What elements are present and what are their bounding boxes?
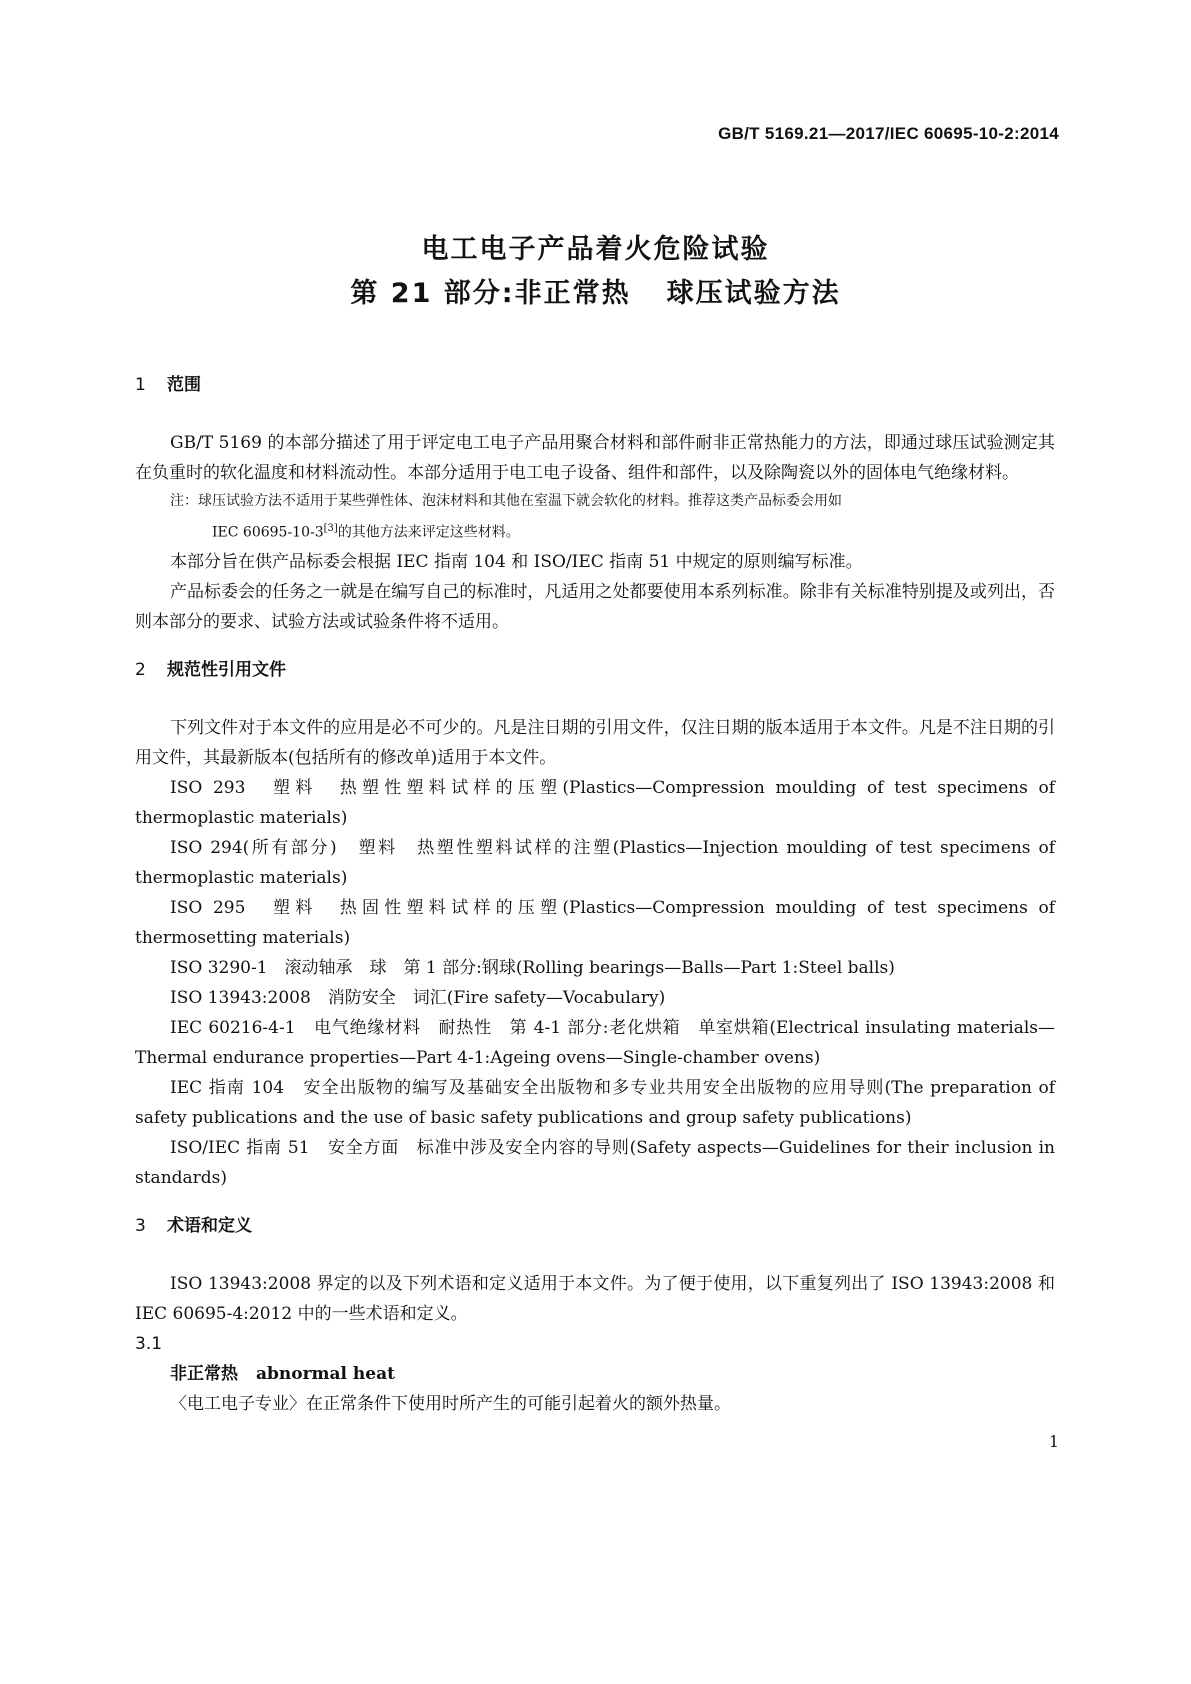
section-number: 2	[135, 659, 146, 680]
section-title: 规范性引用文件	[167, 659, 286, 680]
note-text-1: 球压试验方法不适用于某些弹性体、泡沫材料和其他在室温下就会软化的材料。推荐这类产品标委会用如	[198, 493, 842, 509]
term-chinese: 非正常热	[170, 1363, 238, 1384]
reference-item: ISO 13943:2008 消防安全 词汇(Fire safety—Vocabulary)	[170, 987, 666, 1008]
references-intro: 下列文件对于本文件的应用是必不可少的。凡是注日期的引用文件，仅注日期的版本适用于本文件。凡是不注日期的引用文件，其最新版本(包括所有的修改单)适用于本文件。	[135, 717, 1055, 768]
section-title: 术语和定义	[167, 1215, 252, 1236]
section-number: 1	[135, 375, 146, 395]
title-method: 球压试验方法	[666, 278, 841, 309]
standard-code-header: GB/T 5169.21—2017/IEC 60695-10-2:2014	[718, 124, 1059, 143]
reference-item: IEC 60216-4-1 电气绝缘材料 耐热性 第 4-1 部分:老化烘箱 单室烘箱(Electrical insulating materials—Thermal endurance properties—Part 4-1:Ageing ovens—Single-chamber ovens)	[135, 1017, 1055, 1068]
title-line-2	[0, 272, 1191, 316]
section-2-heading	[135, 655, 1055, 685]
term-english: abnormal heat	[256, 1363, 395, 1384]
title-line-1: 电工电子产品着火危险试验	[421, 234, 770, 265]
scope-note	[135, 488, 1055, 547]
document-title	[0, 228, 1191, 316]
page-number: 1	[1048, 1432, 1059, 1451]
note-text-2a: IEC 60695-10-3	[212, 524, 324, 541]
reference-item: ISO/IEC 指南 51 安全方面 标准中涉及安全内容的导则(Safety aspects—Guidelines for their inclusion in standards)	[135, 1137, 1055, 1188]
section-1-heading	[135, 370, 1055, 400]
scope-paragraph-3: 产品标委会的任务之一就是在编写自己的标准时，凡适用之处都要使用本系列标准。除非有关标准特别提及或列出，否则本部分的要求、试验方法或试验条件将不适用。	[135, 581, 1055, 632]
terms-intro: ISO 13943:2008 界定的以及下列术语和定义适用于本文件。为了便于使用，以下重复列出了 ISO 13943:2008 和 IEC 60695-4:2012 中的一些术语和定义。	[135, 1273, 1055, 1324]
reference-item: ISO 293 塑料 热塑性塑料试样的压塑(Plastics—Compression moulding of test specimens of thermoplastic materials)	[135, 777, 1055, 828]
section-title: 范围	[167, 375, 201, 395]
scope-paragraph-1: GB/T 5169 的本部分描述了用于评定电工电子产品用聚合材料和部件耐非正常热能力的方法，即通过球压试验测定其在负重时的软化温度和材料流动性。本部分适用于电工电子设备、组件和部件，以及除陶瓷以外的固体电气绝缘材料。	[135, 433, 1055, 483]
term-number: 3.1	[135, 1333, 163, 1354]
document-body	[135, 370, 1055, 1419]
reference-item: ISO 294(所有部分) 塑料 热塑性塑料试样的注塑(Plastics—Injection moulding of test specimens of thermoplastic materials)	[135, 837, 1055, 888]
note-label: 注：	[170, 493, 198, 509]
title-part: 第 21 部分:非正常热	[350, 278, 631, 309]
term-name	[135, 1359, 1055, 1389]
reference-item: ISO 295 塑料 热固性塑料试样的压塑(Plastics—Compression moulding of test specimens of thermosetting materials)	[135, 897, 1055, 948]
reference-item: ISO 3290-1 滚动轴承 球 第 1 部分:钢球(Rolling bearings—Balls—Part 1:Steel balls)	[170, 957, 895, 978]
term-definition: 〈电工电子专业〉在正常条件下使用时所产生的可能引起着火的额外热量。	[170, 1393, 731, 1414]
scope-paragraph-2: 本部分旨在供产品标委会根据 IEC 指南 104 和 ISO/IEC 指南 51 中规定的原则编写标准。	[170, 551, 863, 572]
note-continuation	[170, 515, 1055, 547]
section-number: 3	[135, 1215, 146, 1236]
note-text-2b: 的其他方法来评定这些材料。	[337, 524, 520, 541]
reference-item: IEC 指南 104 安全出版物的编写及基础安全出版物和多专业共用安全出版物的应用导则(The preparation of safety publications and the use of basic safety publications and group safety publications)	[135, 1077, 1055, 1128]
section-3-heading	[135, 1211, 1055, 1241]
reference-marker: [3]	[323, 523, 338, 534]
